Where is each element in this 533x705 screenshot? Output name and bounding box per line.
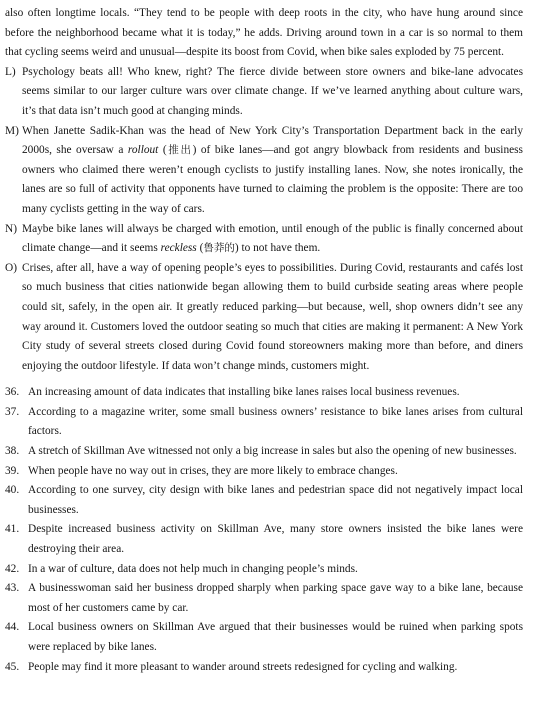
section-gap bbox=[5, 376, 523, 383]
paragraph-l bbox=[5, 63, 523, 122]
paragraph-text: Psychology beats all! Who knew, right? The fierce divide between store owners and bike-lane advocates seems similar to our larger culture wars over climate change. If we’ve learned anything about culture wars, it’s that data isn’t much good at changing minds. bbox=[22, 65, 523, 117]
question-item bbox=[5, 579, 523, 618]
question-number: 40. bbox=[5, 484, 20, 497]
question-item bbox=[5, 481, 523, 520]
question-number: 38. bbox=[5, 445, 20, 458]
paragraph-n bbox=[5, 220, 523, 259]
paragraph-k-continuation bbox=[5, 4, 523, 63]
paragraph-label: N) bbox=[5, 222, 17, 235]
paragraph-text: ( bbox=[196, 242, 204, 255]
paragraph-m bbox=[5, 122, 523, 220]
paragraph-text: ( bbox=[158, 144, 167, 157]
paragraph-text: When Janette Sadik-Khan was the head of New York City’s Transportation Department back in the early 2000s, she oversaw a bbox=[22, 124, 523, 157]
question-text: In a war of culture, data does not help much in changing people’s minds. bbox=[28, 562, 358, 575]
question-text: A businesswoman said her business dropped sharply when parking space gave way to a bike lane, because most of her customers came by car. bbox=[28, 582, 523, 614]
question-item bbox=[5, 442, 523, 462]
question-item bbox=[5, 560, 523, 580]
question-text: Local business owners on Skillman Ave argued that their businesses would be ruined when parking spots were replaced by bike lanes. bbox=[28, 621, 523, 653]
glossed-term: rollout bbox=[127, 144, 159, 157]
paragraph-text: ) of bike lanes—and got angry blowback from residents and business owners who claimed there weren’t enough cyclists to justify installing lanes. Now, she notes ironically, the lanes are so full of activity that opponents have turned to claiming the problem is the opposite: There are too many cyclists getting in the way of cars. bbox=[22, 144, 523, 215]
question-number: 39. bbox=[5, 464, 20, 477]
passage bbox=[5, 4, 523, 376]
question-number: 36. bbox=[5, 386, 20, 399]
question-text: When people have no way out in crises, they are more likely to embrace changes. bbox=[28, 464, 398, 477]
question-number: 41. bbox=[5, 523, 20, 536]
question-list bbox=[5, 383, 523, 677]
question-number: 43. bbox=[5, 582, 20, 595]
paragraph-text: also often longtime locals. “They tend to be people with deep roots in the city, who have hung around since before the neighborhood became what it is today,” he adds. Driving around town in a car is so normal to them that cycling seems weird and unusual—despite its boost from Covid, when bike sales exploded by 75 percent. bbox=[5, 7, 523, 59]
question-item bbox=[5, 383, 523, 403]
question-text: An increasing amount of data indicates that installing bike lanes raises local business revenues. bbox=[28, 386, 460, 399]
question-number: 37. bbox=[5, 405, 20, 418]
question-item bbox=[5, 520, 523, 559]
question-item bbox=[5, 658, 523, 678]
question-item bbox=[5, 403, 523, 442]
question-item bbox=[5, 462, 523, 482]
question-item bbox=[5, 618, 523, 657]
question-text: According to a magazine writer, some small business owners’ resistance to bike lanes arises from cultural factors. bbox=[28, 405, 523, 438]
question-text: A stretch of Skillman Ave witnessed not only a big increase in sales but also the opening of new businesses. bbox=[28, 445, 517, 458]
paragraph-label: L) bbox=[5, 65, 16, 78]
paragraph-text: Crises, after all, have a way of opening people’s eyes to possibilities. During Covid, restaurants and cafés lost so much business that cities nationwide began allowing them to build curbside seating areas where people could sit, safely, in the open air. It greatly reduced parking—but because, well, shop owners didn’t see any way around it. Customers loved the outdoor seating so much that cities are making it permanent: A New York City study of several streets closed during Covid found storeowners making more than before, and diners enjoying the outdoor lifestyle. If data won’t change minds, customers might. bbox=[22, 261, 523, 372]
question-number: 42. bbox=[5, 562, 20, 575]
paragraph-label: M) bbox=[5, 124, 19, 137]
question-text: Despite increased business activity on Skillman Ave, many store owners insisted the bike lanes were destroying their area. bbox=[28, 523, 523, 556]
glossed-term: reckless bbox=[160, 242, 197, 255]
question-number: 45. bbox=[5, 660, 20, 673]
question-number: 44. bbox=[5, 621, 20, 634]
paragraph-text: Maybe bike lanes will always be charged with emotion, until enough of the public is finally concerned about climate change—and it seems bbox=[22, 222, 523, 255]
paragraph-label: O) bbox=[5, 261, 17, 274]
question-text: According to one survey, city design with bike lanes and pedestrian space did not negatively impact local businesses. bbox=[28, 484, 523, 516]
paragraph-text: ) to not have them. bbox=[234, 242, 321, 255]
paragraph-o bbox=[5, 259, 523, 377]
chinese-gloss: 推出 bbox=[166, 144, 193, 157]
question-text: People may find it more pleasant to wander around streets redesigned for cycling and walking. bbox=[28, 660, 458, 673]
chinese-gloss: 鲁莽的 bbox=[203, 242, 235, 255]
